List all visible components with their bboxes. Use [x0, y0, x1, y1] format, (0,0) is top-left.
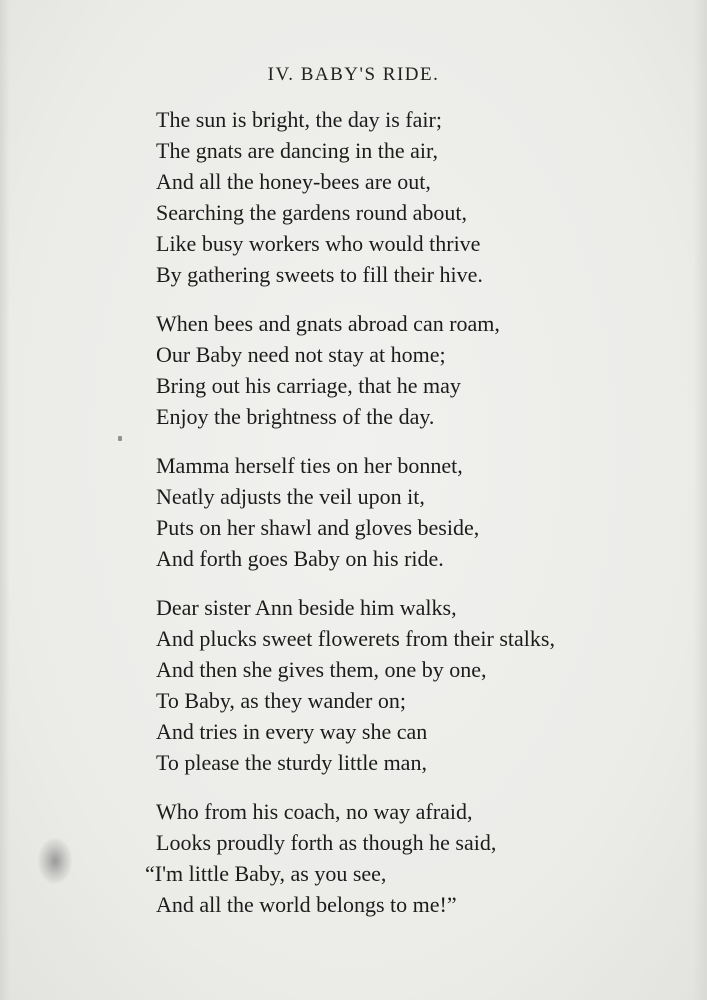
- poem-line: And all the honey-bees are out,: [156, 169, 431, 194]
- poem-line: Our Baby need not stay at home;: [156, 342, 446, 367]
- poem-line: And tries in every way she can: [156, 719, 428, 744]
- stanza-1: [156, 104, 555, 290]
- page-left-shadow: [0, 0, 10, 1000]
- poem-line: Searching the gardens round about,: [156, 200, 467, 225]
- stanza-4: [156, 592, 555, 778]
- ink-speck: [118, 436, 122, 441]
- poem-line: Puts on her shawl and gloves beside,: [156, 515, 480, 540]
- poem-line: Looks proudly forth as though he said,: [156, 830, 497, 855]
- poem-line: To please the sturdy little man,: [156, 750, 427, 775]
- poem-line: The sun is bright, the day is fair;: [156, 107, 442, 132]
- poem-line: To Baby, as they wander on;: [156, 688, 406, 713]
- poem-line: Dear sister Ann beside him walks,: [156, 595, 457, 620]
- poem-line: Like busy workers who would thrive: [156, 231, 481, 256]
- poem-line: By gathering sweets to fill their hive.: [156, 262, 483, 287]
- poem-line: The gnats are dancing in the air,: [156, 138, 438, 163]
- poem-line: And forth goes Baby on his ride.: [156, 546, 444, 571]
- poem-line: Mamma herself ties on her bonnet,: [156, 453, 463, 478]
- poem-body: [145, 104, 555, 938]
- poem-line: And then she gives them, one by one,: [156, 657, 487, 682]
- poem-line: “I'm little Baby, as you see,: [145, 861, 387, 886]
- ink-smudge: [38, 838, 72, 884]
- page-right-shadow: [693, 0, 707, 1000]
- stanza-2: [156, 308, 555, 432]
- poem-line: Neatly adjusts the veil upon it,: [156, 484, 425, 509]
- poem-line: Who from his coach, no way afraid,: [156, 799, 473, 824]
- poem-line: Bring out his carriage, that he may: [156, 373, 461, 398]
- poem-line: And plucks sweet flowerets from their stalks,: [156, 626, 555, 651]
- poem-line: Enjoy the brightness of the day.: [156, 404, 435, 429]
- poem-title: IV. BABY'S RIDE.: [267, 64, 440, 85]
- stanza-3: [156, 450, 555, 574]
- poem-line: And all the world belongs to me!”: [156, 892, 457, 917]
- stanza-5: [145, 796, 555, 920]
- poem-line: When bees and gnats abroad can roam,: [156, 311, 500, 336]
